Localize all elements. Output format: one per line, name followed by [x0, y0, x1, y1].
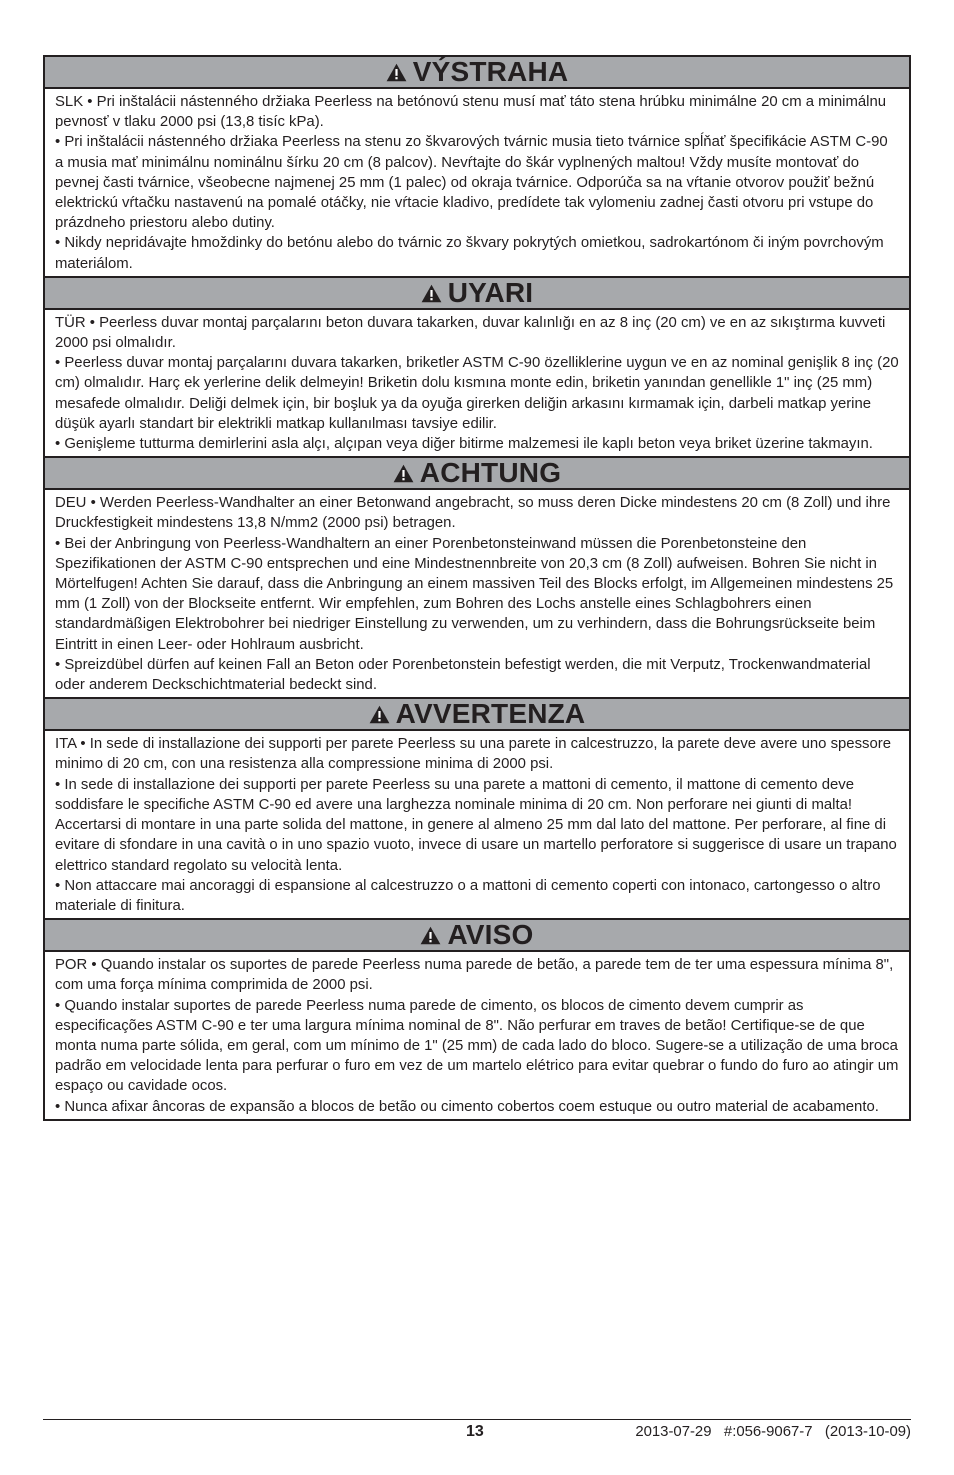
warning-paragraph: • Pri inštalácii nástenného držiaka Peerless na stenu zo škvarových tvárnic musia tieto tvárnice spĺňať špecifikácie ASTM C-90 a musia mať minimálnu nominálnu šírku 20 cm (8 palcov). Nevŕtajte do škár vyplnených maltou! Vždy musíte montovať do pevnej časti tvárnice, všeobecne najmenej 25 mm (1 palec) od okraja tvárnice. Odporúča sa na vŕtanie otvorov použiť bežnú elektrickú vŕtačku nastavenú na pomalé otáčky, nie vŕtacie kladivo, predídete tak vylomeniu zadnej časti otvoru pri vstupe do prázdneho priestoru alebo dutiny. — [55, 134, 888, 232]
warning-title: ACHTUNG — [419, 457, 562, 489]
warning-triangle-icon — [420, 926, 441, 945]
warning-paragraph: • Nikdy nepridávajte hmoždinky do betónu alebo do tvárnic zo škvary pokrytých omietkou, sadrokartónom či iným povrchovým materiálom. — [55, 235, 884, 272]
warning-paragraph: • Spreizdübel dürfen auf keinen Fall an Beton oder Porenbetonstein befestigt werden, die mit Verputz, Trockenwandmaterial oder anderem Deckschichtmaterial bedeckt sind. — [55, 656, 871, 694]
warning-heading — [45, 278, 909, 310]
warning-section-tur — [45, 276, 909, 456]
warning-paragraph: TÜR • Peerless duvar montaj parçalarını beton duvara takarken, duvar kalınlığı en az 8 inç (20 cm) ve en az sıkıştırma kuvveti 2000 psi olmalıdır. — [55, 314, 886, 352]
warning-heading — [45, 458, 909, 490]
warning-paragraph: SLK • Pri inštalácii nástenného držiaka Peerless na betónovú stenu musí mať táto stena hrúbku minimálne 20 cm a minimálnu pevnosť v tlaku 2000 psi (13,8 tisíc kPa). — [55, 94, 887, 131]
warning-section-deu — [45, 456, 909, 697]
warning-heading — [45, 920, 909, 952]
warning-title: AVVERTENZA — [395, 698, 586, 730]
warning-body — [45, 490, 909, 697]
warning-body — [45, 731, 909, 918]
warning-heading — [45, 57, 909, 89]
warning-paragraph: DEU • Werden Peerless-Wandhalter an einer Betonwand angebracht, so muss deren Dicke mindestens 20 cm (8 Zoll) und ihre Druckfestigkeit mindestens 13,8 N/mm2 (2000 psi) betragen. — [55, 495, 891, 532]
warning-body — [45, 310, 909, 456]
warning-triangle-icon — [393, 464, 414, 483]
warning-paragraph: • Genişleme tutturma demirlerini asla alçı, alçıpan veya diğer bitirme malzemesi ile kaplı beton veya briket üzerine takmayın. — [55, 436, 873, 453]
warning-triangle-icon — [369, 705, 390, 724]
page-number: 13 — [466, 1423, 484, 1440]
warning-title: AVISO — [447, 919, 534, 951]
warning-paragraph: • Quando instalar suportes de parede Peerless numa parede de cimento, os blocos de cimento devem cumprir as especificações ASTM C-90 e ter uma largura mínima nominal de 8". Não perfurar em traves de betão! Certifique-se de que monta numa parte sólida, em geral, com um mínimo de 1" (25 mm) de cada lado do bloco. Sugere-se a utilização de uma broca padrão em velocidade lenta para perfurar o furo em vez de um martelo elétrico para evitar quebrar o fundo do furo ao atingir um espaço ou cavidade ocos. — [55, 997, 899, 1095]
warning-paragraph: • Non attaccare mai ancoraggi di espansione al calcestruzzo o a mattoni di cemento coperti con intonaco, cartongesso o altro materiale di finitura. — [55, 877, 881, 914]
warning-paragraph: ITA • In sede di installazione dei supporti per parete Peerless su una parete in calcestruzzo, la parete deve avere uno spessore minimo di 20 cm, con una resistenza alla compressione minima di 2000 psi. — [55, 736, 891, 773]
warning-title: UYARI — [447, 276, 534, 308]
warning-section-ita — [45, 697, 909, 918]
warning-heading — [45, 699, 909, 731]
warning-section-slk — [45, 57, 909, 276]
warning-paragraph: • Peerless duvar montaj parçalarını duvara takarken, briketler ASTM C-90 özelliklerine uygun ve en az nominal genişlik 8 inç (20 cm) olmalıdır. Harç ek yerlerine delik delmeyin! Briketin dolu kısmına monte edin, briketin yanından genellikle 1" inç (25 mm) mesafede olmalıdır. Deliği delmek için, bir boşluk ya da oyuğa girerken deliğin arkasını kırmamak için, darbeli matkap yerine düşük ayarlı standart bir elektrikli matkap kullanılması tavsiye edilir. — [55, 355, 899, 432]
warning-triangle-icon — [421, 284, 442, 303]
warning-body — [45, 89, 909, 276]
warning-body — [45, 952, 909, 1119]
warning-paragraph: • Bei der Anbringung von Peerless-Wandhaltern an einer Porenbetonsteinwand müssen die Porenbetonsteine den Spezifikationen der ASTM C-90 entsprechen und eine Mindestnennbreite von 20,3 cm (8 Zoll) aufweisen. Bohren Sie nicht in Mörtelfugen! Achten Sie darauf, dass die Anbringung an einem massiven Teil des Blocks erfolgt, im Allgemeinen mindestens 25 mm (1 Zoll) von der Blockseite entfernt. Wir empfehlen, zum Bohren des Lochs anstelle eines Schlagbohrers einen standardmäßigen Elektrobohrer bei niedriger Einstellung zu verwenden, um zu verhindern, dass die Bohrungsrückseite beim Eintritt in einen Leer- oder Hohlraum ausbricht. — [55, 535, 894, 653]
warning-paragraph: • Nunca afixar âncoras de expansão a blocos de betão ou cimento cobertos coem estuque ou outro material de acabamento. — [55, 1098, 879, 1115]
warnings-box — [43, 55, 911, 1121]
warning-title: VÝSTRAHA — [412, 56, 569, 87]
warning-paragraph: • In sede di installazione dei supporti per parete Peerless su una parete a mattoni di cemento, il mattone di cemento deve soddisfare le specifiche ASTM C-90 ed avere una larghezza nominale minima di 20 cm. Non perforare nei giunti di malta! Accertarsi di montare in una parte solida del mattone, in genere al almeno 25 mm dal lato del mattone. Per perforare, al fine di evitare di sfondare in una cavità o in uno spazio vuoto, invece di usare un martello perforatore si suggerisce di usare un trapano elettrico standard regolato su velocità lenta. — [55, 776, 897, 874]
warning-paragraph: POR • Quando instalar os suportes de parede Peerless numa parede de betão, a parede tem de ter uma espessura mínima 8", com uma força mínima comprimida de 2000 psi. — [55, 957, 894, 994]
warning-section-por — [45, 918, 909, 1119]
document-reference: 2013-07-29 #:056-9067-7 (2013-10-09) — [635, 1424, 911, 1440]
warning-triangle-icon — [386, 63, 407, 82]
footer-divider — [43, 1419, 911, 1420]
